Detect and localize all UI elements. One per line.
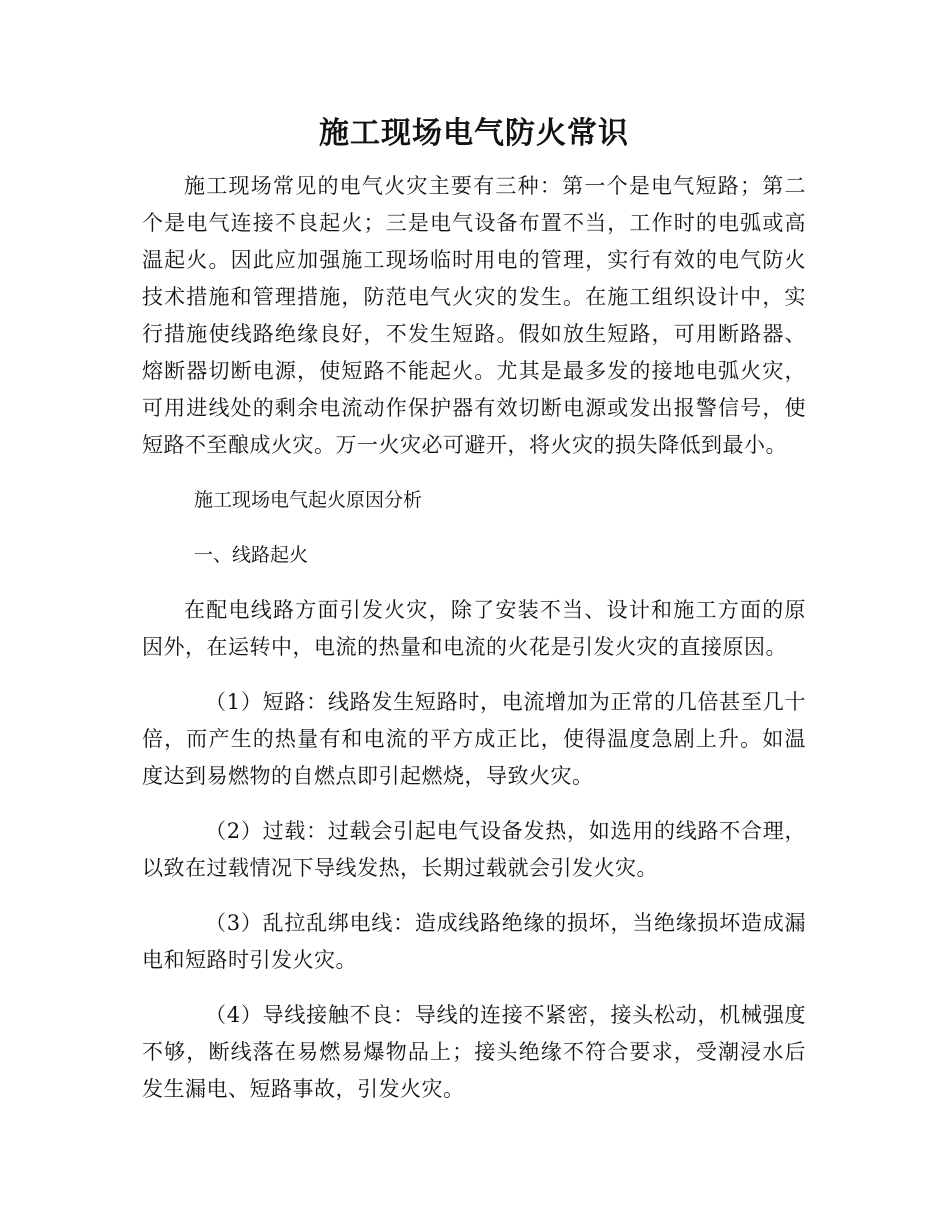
- section-heading: 施工现场电气起火原因分析: [194, 489, 423, 511]
- document-title: 施工现场电气防火常识: [319, 116, 629, 151]
- document-page: [142, 112, 806, 1108]
- cause-item-messy-wiring: （3）乱拉乱绑电线：造成线路绝缘的损坏，当绝缘损坏造成漏电和短路时引发火灾。: [142, 911, 806, 972]
- cause-item-overload: （2）过载：过载会引起电气设备发热，如选用的线路不合理，以致在过载情况下导线发热，长期过载就会引发火灾。: [142, 819, 806, 880]
- intro-paragraph: 施工现场常见的电气火灾主要有三种：第一个是电气短路；第二个是电气连接不良起火；三是电气设备布置不当，工作时的电弧或高温起火。因此应加强施工现场临时用电的管理，实行有效的电气防火技术措施和管理措施，防范电气火灾的发生。在施工组织设计中，实行措施使线路绝缘良好，不发生短路。假如放生短路，可用断路器、熔断器切断电源，使短路不能起火。尤其是最多发的接地电弧火灾，可用进线处的剩余电流动作保护器有效切断电源或发出报警信号，使短路不至酿成火灾。万一火灾必可避开，将火灾的损失降低到最小。: [142, 174, 806, 457]
- subsection-intro-paragraph: 在配电线路方面引发火灾，除了安装不当、设计和施工方面的原因外，在运转中，电流的热量和电流的火花是引发火灾的直接原因。: [142, 598, 806, 659]
- cause-item-poor-contact: （4）导线接触不良：导线的连接不紧密，接头松动，机械强度不够，断线落在易燃易爆物品上；接头绝缘不符合要求，受潮浸水后发生漏电、短路事故，引发火灾。: [142, 1003, 806, 1101]
- cause-item-short-circuit: （1）短路：线路发生短路时，电流增加为正常的几倍甚至几十倍，而产生的热量有和电流的平方成正比，使得温度急剧上升。如温度达到易燃物的自燃点即引起燃烧，导致火灾。: [142, 690, 806, 788]
- subsection-heading: 一、线路起火: [194, 544, 309, 566]
